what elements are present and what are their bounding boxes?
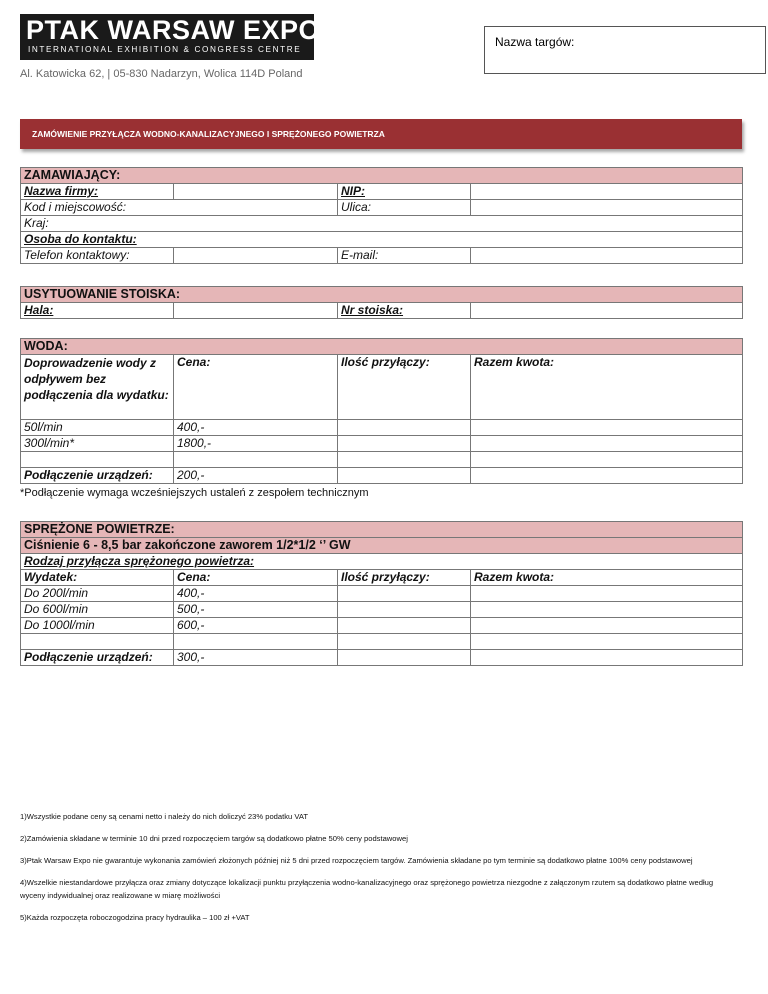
stand-table [20,286,743,319]
address: Al. Katowicka 62, | 05-830 Nadarzyn, Wolica 114D Poland [20,68,303,80]
email-field[interactable] [471,248,743,264]
water-row-total-field[interactable] [471,420,743,436]
air-row-label: Do 600l/min [21,602,174,618]
air-row-total-field[interactable] [471,602,743,618]
stand-number-label: Nr stoiska: [338,303,471,319]
hall-label: Hala: [21,303,174,319]
air-pressure: Ciśnienie 6 - 8,5 bar zakończone zaworem 1/2*1/2 ‘’ GW [21,538,743,554]
air-device-qty-field[interactable] [338,650,471,666]
city-label: Kod i miejscowość: [21,200,338,216]
fair-name-field[interactable] [484,26,766,74]
logo [20,14,321,60]
air-row-total-field[interactable] [471,586,743,602]
water-title: WODA: [21,339,743,355]
stand-title: USYTUOWANIE STOISKA: [21,287,743,303]
logo-main-text: PTAK WARSAW EXPO [26,15,321,45]
water-footnote: *Podłączenie wymaga wcześniejszych ustaleń z zespołem technicznym [20,487,369,499]
water-row-qty-field[interactable] [338,420,471,436]
air-row-price: 600,- [174,618,338,634]
water-row-price: 1800,- [174,436,338,452]
air-title: SPRĘŻONE POWIETRZE: [21,522,743,538]
contact-label: Osoba do kontaktu: [21,232,743,248]
hall-field[interactable] [174,303,338,319]
water-device-qty-field[interactable] [338,468,471,484]
air-total-header: Razem kwota: [471,570,743,586]
note: 2)Zamówienia składane w terminie 10 dni przed rozpoczęciem targów są dodatkowo płatne 50% ceny podstawowej [20,834,408,843]
water-total-header: Razem kwota: [471,355,743,420]
note: 3)Ptak Warsaw Expo nie gwarantuje wykonania zamówień złożonych później niż 5 dni przed rozpoczęciem targów. Zamówienia składane po tym terminie są dodatkowo płatne 100% ceny podstawowej [20,856,693,865]
air-row-qty-field[interactable] [338,618,471,634]
orderer-table [20,167,743,264]
air-row-qty-field[interactable] [338,602,471,618]
air-device-label: Podłączenie urządzeń: [21,650,174,666]
note: 1)Wszystkie podane ceny są cenami netto i należy do nich doliczyć 23% podatku VAT [20,812,309,821]
form-title-banner [20,119,742,149]
street-label: Ulica: [338,200,471,216]
air-row-qty-field[interactable] [338,586,471,602]
air-row-total-field[interactable] [471,618,743,634]
logo-sub-text: INTERNATIONAL EXHIBITION & CONGRESS CENTRE [28,45,302,54]
company-label: Nazwa firmy: [21,184,174,200]
phone-field[interactable] [174,248,338,264]
air-row-label: Do 200l/min [21,586,174,602]
form-title: ZAMÓWIENIE PRZYŁĄCZA WODNO-KANALIZACYJNEGO I SPRĘŻONEGO POWIETRZA [32,129,385,139]
air-row-label: Do 1000l/min [21,618,174,634]
water-row-qty-field[interactable] [338,436,471,452]
water-description: Doprowadzenie wody z odpływem bez podłączenia dla wydatku: [21,355,174,420]
air-table [20,521,743,666]
air-device-total-field[interactable] [471,650,743,666]
fair-name-label: Nazwa targów: [495,35,575,49]
air-type-label: Rodzaj przyłącza sprężonego powietrza: [21,554,743,570]
water-row-price: 400,- [174,420,338,436]
nip-label: NIP: [338,184,471,200]
air-price-header: Cena: [174,570,338,586]
email-label: E-mail: [338,248,471,264]
water-device-label: Podłączenie urządzeń: [21,468,174,484]
air-device-price: 300,- [174,650,338,666]
water-row-label: 50l/min [21,420,174,436]
air-qty-header: Ilość przyłączy: [338,570,471,586]
water-device-price: 200,- [174,468,338,484]
water-table [20,338,743,484]
stand-number-field[interactable] [471,303,743,319]
orderer-title: ZAMAWIAJĄCY: [21,168,743,184]
water-row-label: 300l/min* [21,436,174,452]
air-row-price: 500,- [174,602,338,618]
water-row-total-field[interactable] [471,436,743,452]
street-field[interactable] [471,200,743,216]
nip-field[interactable] [471,184,743,200]
note: 5)Każda rozpoczęta roboczogodzina pracy hydraulika – 100 zł +VAT [20,913,250,922]
air-row-price: 400,- [174,586,338,602]
water-price-header: Cena: [174,355,338,420]
terms-notes [20,810,740,933]
company-field[interactable] [174,184,338,200]
air-output-header: Wydatek: [21,570,174,586]
water-device-total-field[interactable] [471,468,743,484]
water-qty-header: Ilość przyłączy: [338,355,471,420]
note: 4)Wszelkie niestandardowe przyłącza oraz zmiany dotyczące lokalizacji punktu przyłączenia wodno-kanalizacyjnego oraz sprężonego powietrza niezgodne z załączonym rzutem są dodatkowo płatne według wyceny indywidualnej oraz realizowane w miarę możliwości [20,878,714,900]
country-label: Kraj: [21,216,743,232]
phone-label: Telefon kontaktowy: [21,248,174,264]
